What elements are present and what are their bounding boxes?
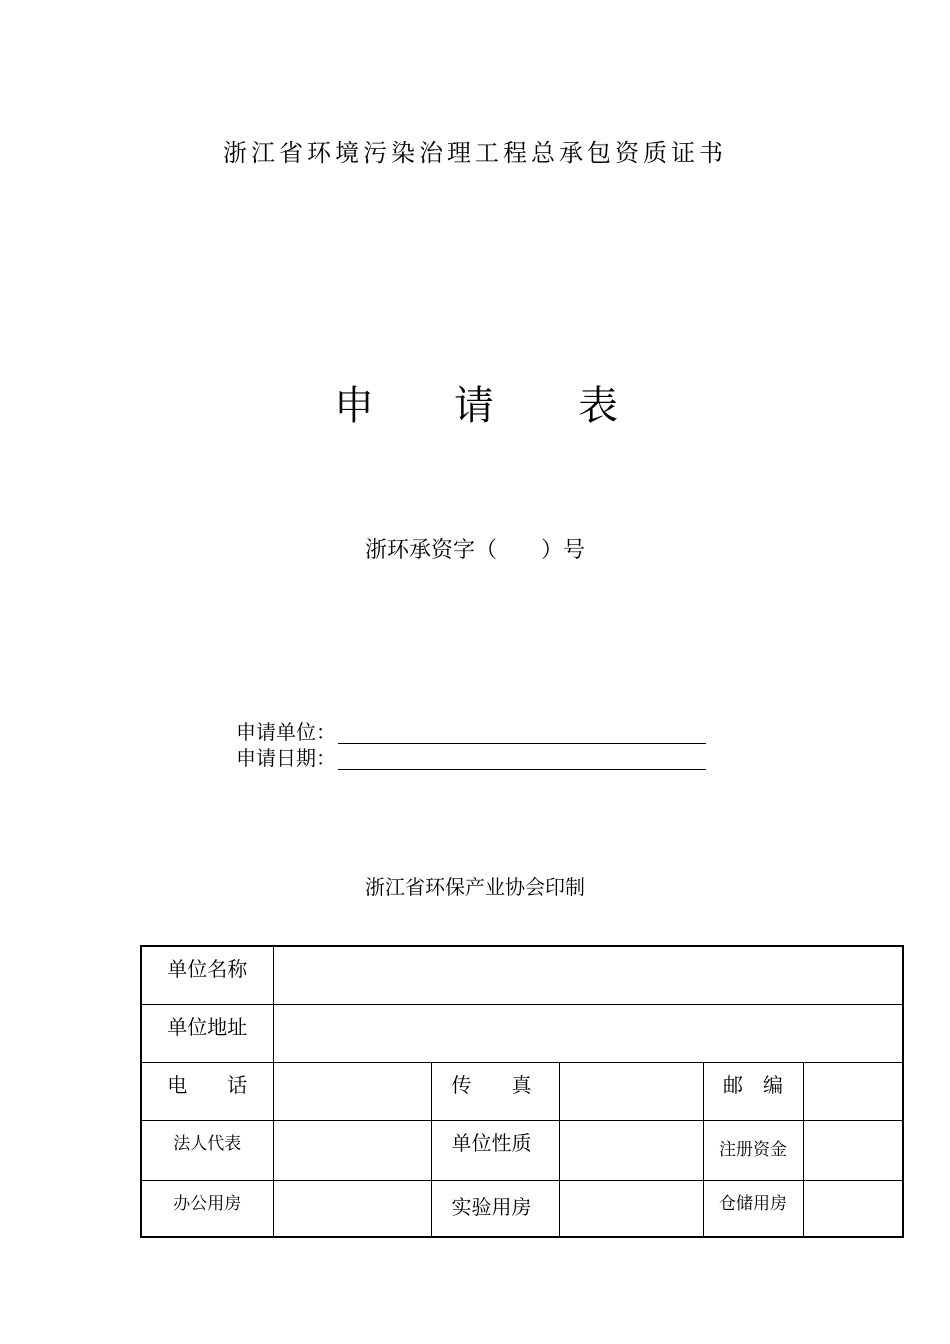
postcode-label: 邮 编 [703, 1063, 803, 1121]
applicant-label: 申请单位： [236, 720, 336, 744]
table-row [141, 1063, 903, 1121]
phone-cell[interactable] [273, 1063, 431, 1121]
applicant-input-line[interactable] [338, 723, 706, 744]
lab-space-cell[interactable] [559, 1181, 703, 1238]
unit-nature-cell[interactable] [559, 1121, 703, 1181]
date-field [236, 746, 706, 770]
applicant-info-table [140, 945, 904, 1238]
applicant-field [236, 720, 706, 744]
form-title-char-3: 表 [578, 383, 618, 429]
legal-rep-cell[interactable] [273, 1121, 431, 1181]
table-row [141, 1005, 903, 1063]
phone-label: 电 话 [141, 1063, 273, 1121]
fax-cell[interactable] [559, 1063, 703, 1121]
storage-space-cell[interactable] [803, 1181, 903, 1238]
form-title [330, 374, 630, 429]
form-title-char-1: 申 [334, 383, 374, 429]
document-title: 浙江省环境污染治理工程总承包资质证书 [223, 139, 727, 167]
office-space-label: 办公用房 [141, 1181, 273, 1238]
table-row [141, 1181, 903, 1238]
unit-name-cell[interactable] [273, 946, 903, 1005]
unit-address-label: 单位地址 [141, 1005, 273, 1063]
table-row [141, 946, 903, 1005]
date-label: 申请日期： [236, 746, 336, 770]
registered-capital-label: 注册资金 [703, 1121, 803, 1181]
storage-space-label: 仓储用房 [703, 1181, 803, 1238]
fax-label: 传 真 [431, 1063, 559, 1121]
unit-nature-label: 单位性质 [431, 1121, 559, 1181]
date-input-line[interactable] [338, 749, 706, 770]
form-title-char-2: 请 [454, 383, 494, 429]
office-space-cell[interactable] [273, 1181, 431, 1238]
registered-capital-cell[interactable] [803, 1121, 903, 1181]
table-row [141, 1121, 903, 1181]
lab-space-label: 实验用房 [431, 1181, 559, 1238]
issuer-text: 浙江省环保产业协会印制 [365, 875, 585, 899]
legal-rep-label: 法人代表 [141, 1121, 273, 1181]
certificate-number: 浙环承资字（ ）号 [364, 538, 585, 563]
postcode-cell[interactable] [803, 1063, 903, 1121]
unit-address-cell[interactable] [273, 1005, 903, 1063]
unit-name-label: 单位名称 [141, 946, 273, 1005]
